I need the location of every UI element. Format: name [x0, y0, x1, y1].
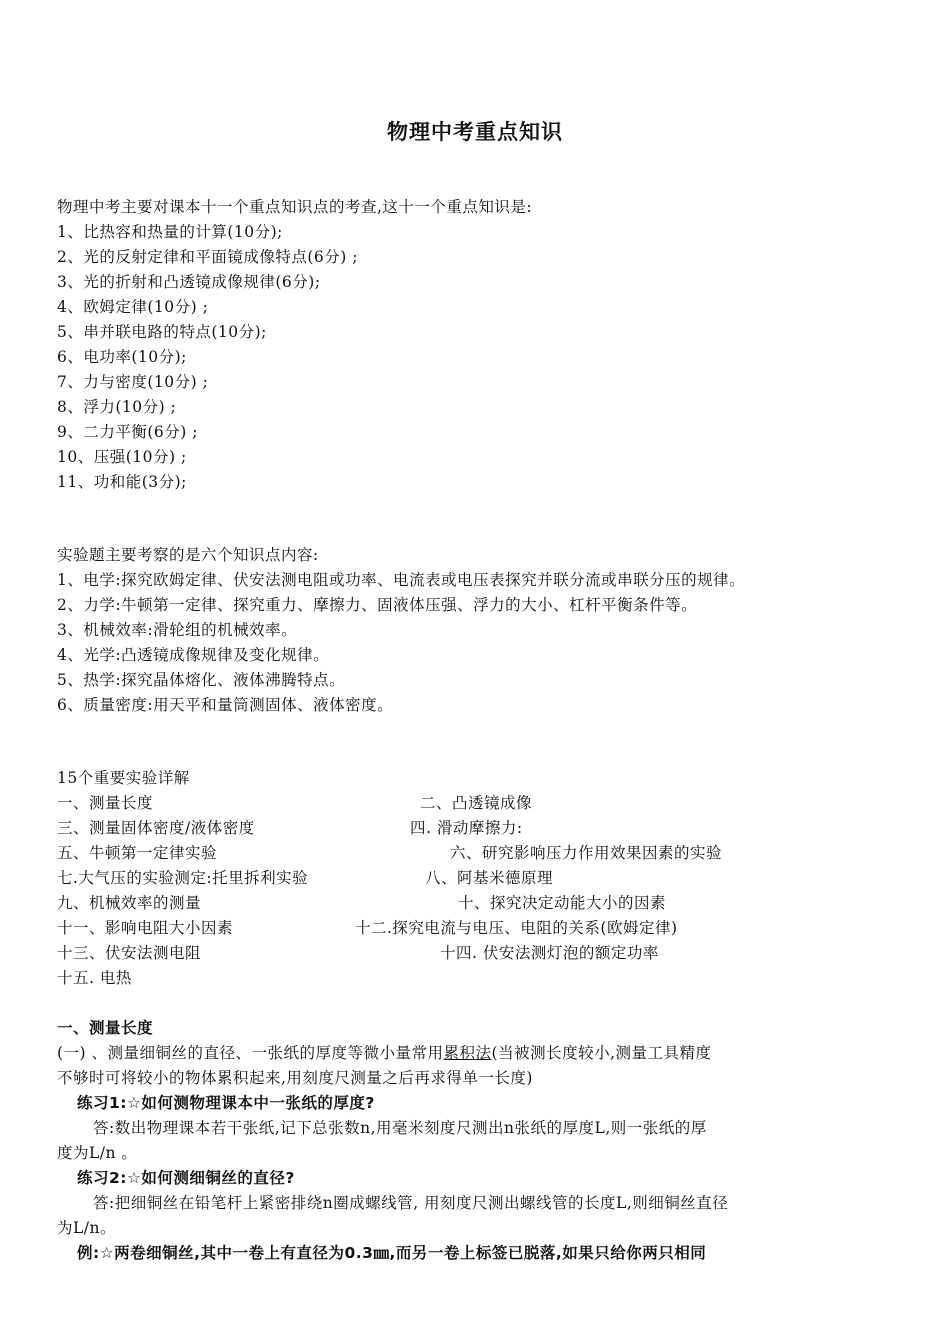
key-point-item: 3、光的折射和凸透镜成像规律(6分); [57, 273, 321, 291]
exercise2-question: 练习2:☆如何测细铜丝的直径? [77, 1169, 295, 1187]
experiments-heading: 15个重要实验详解 [57, 769, 190, 787]
experiment-point-item: 2、力学:牛顿第一定律、探究重力、摩擦力、固液体压强、浮力的大小、杠杆平衡条件等。 [57, 596, 698, 614]
section1-para1-term: 累积法 [443, 1044, 492, 1062]
key-point-item: 7、力与密度(10分) ; [57, 373, 209, 391]
experiment-item-left: 十三、伏安法测电阻 [57, 944, 202, 962]
key-point-item: 4、欧姆定律(10分) ; [57, 298, 209, 316]
experiment-item-left: 十五. 电热 [57, 969, 132, 987]
section1-para1-suffix: (当被测长度较小,测量工具精度 [491, 1044, 712, 1062]
key-point-item: 6、电功率(10分); [57, 348, 187, 366]
intro-text: 物理中考主要对课本十一个重点知识点的考查,这十一个重点知识是: [57, 198, 533, 216]
key-point-item: 1、比热容和热量的计算(10分); [57, 223, 283, 241]
experiment-point-item: 1、电学:探究欧姆定律、伏安法测电阻或功率、电流表或电压表探究并联分流或串联分压的规律。 [57, 571, 746, 589]
experiment-item-right: 十、探究决定动能大小的因素 [458, 894, 667, 912]
section1-para1-line2: 不够时可将较小的物体累积起来,用刻度尺测量之后再求得单一长度) [57, 1069, 533, 1087]
section1-para1-prefix: (一) 、测量细铜丝的直径、一张纸的厚度等微小量常用 [57, 1044, 444, 1062]
experiment-item-left: 七.大气压的实验测定:托里拆利实验 [57, 869, 309, 887]
experiment-point-item: 3、机械效率:滑轮组的机械效率。 [57, 621, 298, 639]
key-point-item: 10、压强(10分) ; [57, 448, 187, 466]
key-point-item: 9、二力平衡(6分) ; [57, 423, 198, 441]
key-point-item: 2、光的反射定律和平面镜成像特点(6分) ; [57, 248, 358, 266]
section1-para1 [57, 1042, 712, 1064]
experiment-point-item: 4、光学:凸透镜成像规律及变化规律。 [57, 646, 330, 664]
experiment-item-right: 四. 滑动摩擦力: [410, 819, 523, 837]
experiment-item-left: 一、测量长度 [57, 794, 154, 812]
experiment-item-right: 八、阿基米德原理 [425, 869, 554, 887]
exercise1-question: 练习1:☆如何测物理课本中一张纸的厚度? [77, 1094, 375, 1112]
experiment-intro: 实验题主要考察的是六个知识点内容: [57, 546, 319, 564]
experiment-item-right: 十四. 伏安法测灯泡的额定功率 [440, 944, 659, 962]
exercise1-answer-line2: 度为L/n 。 [57, 1144, 138, 1162]
experiment-item-left: 九、机械效率的测量 [57, 894, 202, 912]
key-point-item: 5、串并联电路的特点(10分); [57, 323, 267, 341]
exercise2-answer-line1: 答:把细铜丝在铅笔杆上紧密排绕n圈成螺线管, 用刻度尺测出螺线管的长度L,则细铜丝直径 [93, 1194, 729, 1212]
section1-heading: 一、测量长度 [57, 1019, 154, 1037]
example-text: 例:☆两卷细铜丝,其中一卷上有直径为0.3㎜,而另一卷上标签已脱落,如果只给你两只相同 [77, 1244, 707, 1262]
key-point-item: 11、功和能(3分); [57, 473, 187, 491]
exercise1-answer-line1: 答:数出物理课本若干张纸,记下总张数n,用毫米刻度尺测出n张纸的厚度L,则一张纸的厚 [93, 1119, 707, 1137]
experiment-item-left: 五、牛顿第一定律实验 [57, 844, 218, 862]
page-title: 物理中考重点知识 [387, 120, 563, 144]
experiment-point-item: 6、质量密度:用天平和量筒测固体、液体密度。 [57, 696, 394, 714]
experiment-item-right: 六、研究影响压力作用效果因素的实验 [450, 844, 723, 862]
experiment-item-right: 十二.探究电流与电压、电阻的关系(欧姆定律) [355, 919, 678, 937]
experiment-item-left: 十一、影响电阻大小因素 [57, 919, 234, 937]
experiment-item-left: 三、测量固体密度/液体密度 [57, 819, 255, 837]
key-point-item: 8、浮力(10分) ; [57, 398, 177, 416]
experiment-point-item: 5、热学:探究晶体熔化、液体沸腾特点。 [57, 671, 346, 689]
exercise2-answer-line2: 为L/n。 [57, 1219, 116, 1237]
experiment-item-right: 二、凸透镜成像 [420, 794, 533, 812]
